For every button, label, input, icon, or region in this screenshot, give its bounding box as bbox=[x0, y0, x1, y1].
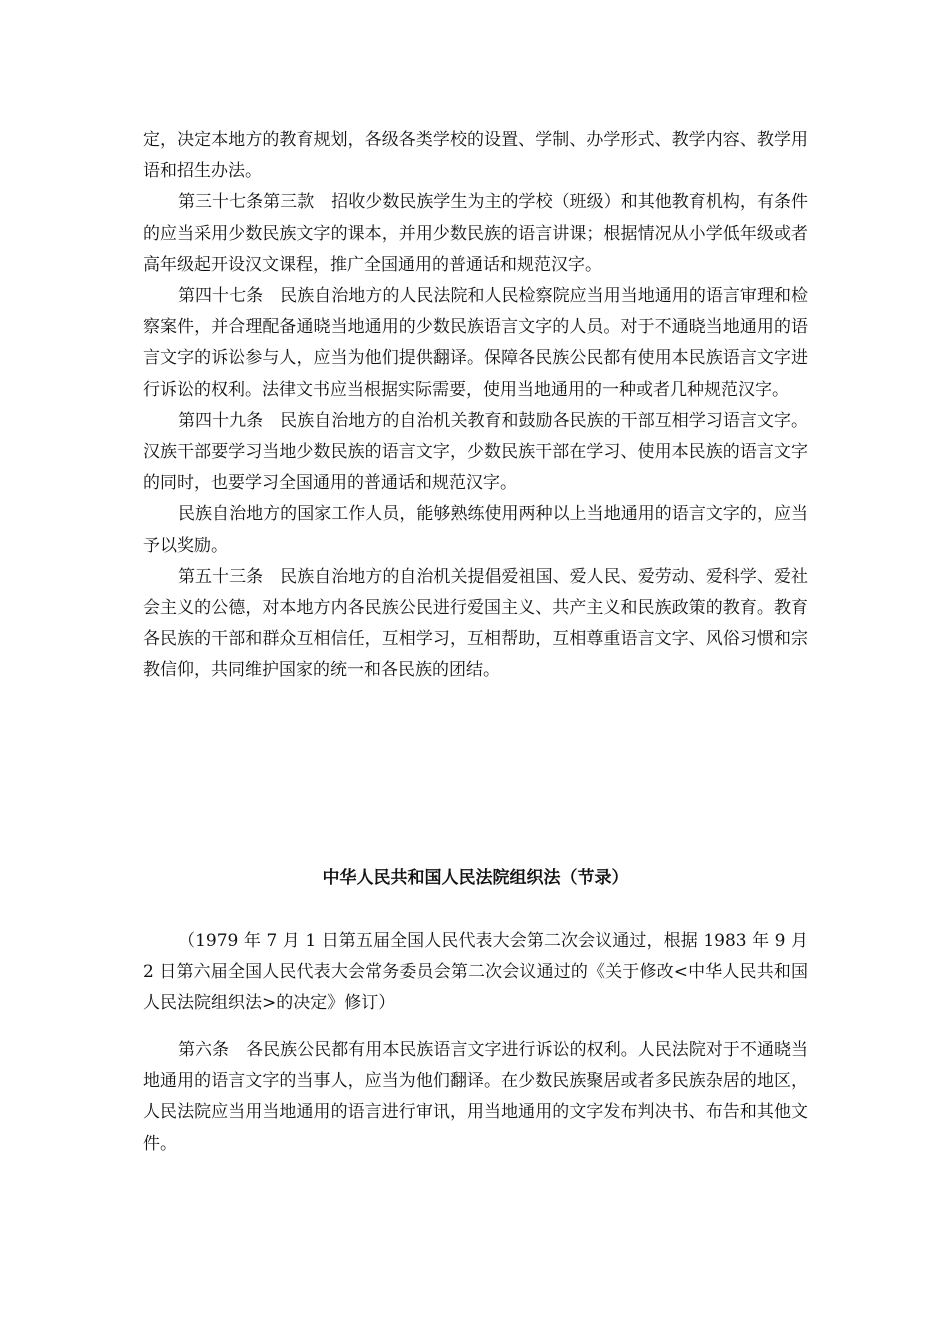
autonomy-law-excerpt bbox=[143, 125, 808, 687]
paragraph-article-47: 第四十七条 民族自治地方的人民法院和人民检察院应当用当地通用的语言审理和检察案件，并合理配备通晓当地通用的少数民族语言文字的人员。对于不通晓当地通用的语言文字的诉讼参与人，应当为他们提供翻译。保障各民族公民都有使用本民族语言文字进行诉讼的权利。法律文书应当根据实际需要，使用当地通用的一种或者几种规范汉字。 bbox=[143, 286, 808, 400]
paragraph-article-49: 第四十九条 民族自治地方的自治机关教育和鼓励各民族的干部互相学习语言文字。汉族干部要学习当地少数民族的语言文字，少数民族干部在学习、使用本民族的语言文字的同时，也要学习全国通用的普通话和规范汉字。 bbox=[143, 410, 808, 494]
paragraph-article-53: 第五十三条 民族自治地方的自治机关提倡爱祖国、爱人民、爱劳动、爱科学、爱社会主义的公德，对本地方内各民族公民进行爱国主义、共产主义和民族政策的教育。教育各民族的干部和群众互相信任，互相学习，互相帮助，互相尊重语言文字、风俗习惯和宗教信仰，共同维护国家的统一和各民族的团结。 bbox=[143, 566, 808, 681]
section-title: 中华人民共和国人民法院组织法（节录） bbox=[322, 868, 629, 888]
paragraph-reward: 民族自治地方的国家工作人员，能够熟练使用两种以上当地通用的语言文字的，应当予以奖励。 bbox=[143, 504, 808, 556]
paragraph-article-37: 第三十七条第三款 招收少数民族学生为主的学校（班级）和其他教育机构，有条件的应当采用少数民族文字的课本，并用少数民族的语言讲课；根据情况从小学低年级或者高年级起开设汉文课程，推广全国通用的普通话和规范汉字。 bbox=[143, 192, 808, 275]
paragraph-continuation: 定，决定本地方的教育规划，各级各类学校的设置、学制、办学形式、教学内容、教学用语和招生办法。 bbox=[143, 130, 808, 182]
paragraph-article-6: 第六条 各民族公民都有用本民族语言文字进行诉讼的权利。人民法院对于不通晓当地通用的语言文字的当事人，应当为他们翻译。在少数民族聚居或者多民族杂居的地区，人民法院应当用当地通用的语言进行审讯，用当地通用的文字发布判决书、布告和其他文件。 bbox=[143, 1040, 808, 1154]
court-law-article-6 bbox=[143, 1035, 808, 1160]
adoption-note bbox=[143, 926, 808, 1020]
adoption-note-text: （1979 年 7 月 1 日第五届全国人民代表大会第二次会议通过，根据 1983 年 9 月 2 日第六届全国人民代表大会常务委员会第二次会议通过的《关于修改<中华人民共和国人民法院组织法>的决定》修订） bbox=[143, 931, 808, 1014]
